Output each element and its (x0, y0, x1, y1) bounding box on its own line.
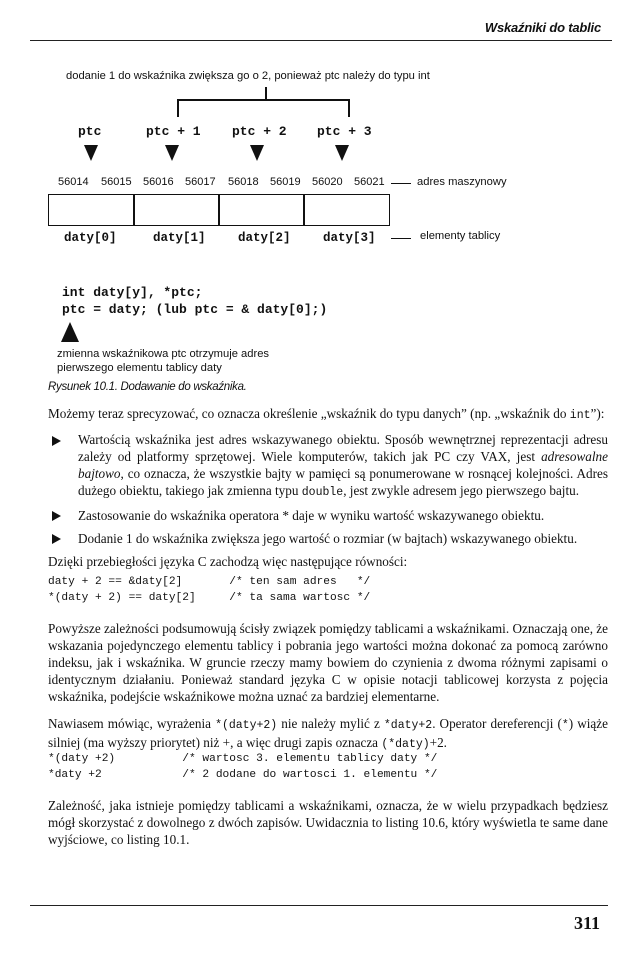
bracket-stem (265, 87, 267, 99)
element-label: daty[2] (238, 231, 291, 245)
paragraph-text: Nawiasem mówiąc, wyrażenia (48, 716, 216, 731)
pointer-label: ptc + 3 (317, 124, 372, 139)
inline-code: *(daty+2) (215, 719, 278, 732)
inline-code: double (301, 486, 344, 499)
bullet-item: Zastosowanie do wskaźnika operatora * daje w wyniku wartość wskazywanego obiektu. (78, 508, 545, 523)
bracket-right-leg (348, 99, 350, 117)
element-label: daty[0] (64, 231, 117, 245)
inline-code: * (561, 719, 569, 732)
pointer-label: ptc + 1 (146, 124, 201, 139)
figure-code-line: int daty[y], *ptc; (62, 285, 203, 300)
paragraph: Zależność, jaka istnieje pomiędzy tablicami a wskaźnikami, oznacza, że w wielu przypadkach będziesz mógł skorzystać z dowolnego z dwóch zapisów. Uwidacznia to listing 10.6, który wyświetla te same dane wyjściowe, co listing 10.1. (48, 798, 608, 847)
pointer-label: ptc (78, 124, 102, 139)
header-rule (30, 40, 612, 41)
element-label: daty[3] (323, 231, 376, 245)
arrow-down-icon (335, 145, 349, 161)
paragraph-text: +2. (429, 735, 447, 750)
arrow-down-icon (165, 145, 179, 161)
footer-rule (30, 905, 608, 906)
array-cell (48, 194, 135, 226)
bullet-icon (52, 436, 61, 446)
bullet-text: , jest zwykle adresem jego pierwszego bajtu. (343, 483, 580, 498)
figure-top-note: dodanie 1 do wskaźnika zwiększa go o 2, ponieważ ptc należy do typu int (66, 70, 430, 82)
paragraph-text: ) wiąże silniej (ma wyższy priorytet) niż +, a więc drugi zapis oznacza (48, 716, 608, 750)
running-header-title: Wskaźniki do tablic (484, 20, 601, 35)
arrow-note: pierwszego elementu tablicy daty (57, 362, 222, 374)
arrow-note: zmienna wskaźnikowa ptc otrzymuje adres (57, 348, 270, 360)
array-cell (133, 194, 220, 226)
bullet-item: Dodanie 1 do wskaźnika zwiększa jego wartość o rozmiar (w bajtach) wskazywanego obiektu. (78, 531, 578, 546)
bullet-text: , co oznacza, że wszystkie bajty w pamięci są ponumerowane w rosnącej kolejności. Adres dużego obiektu, takiego jak zmienna typu (78, 466, 608, 498)
bullet-icon (52, 534, 61, 544)
bullet-icon (52, 511, 61, 521)
address-value: 56021 (354, 176, 385, 188)
paragraph: Powyższe zależności podsumowują ścisły związek pomiędzy tablicami a wskaźnikami. Oznaczają one, że wskazania pojedynczego elementu tablicy i pobrania jego wartości można dokonać za pomocą zarówno indeksu, jak i wskaźnika. W gruncie rzeczy mamy bowiem do czynienia z dwoma różnymi zapisami o identycznym działaniu. Ponieważ standard języka C w opisie notacji tablicowej korzysta z pojęcia wskaźnika, podejście wskaźnikowe można uznać za bardziej elementarne. (48, 621, 608, 704)
address-note-dash (391, 183, 411, 184)
paragraph-text: Możemy teraz sprecyzować, co oznacza określenie „wskaźnik do typu danych” (np. „wskaźnik do (48, 406, 570, 421)
code-line: *daty +2 /* 2 dodane do wartosci 1. elementu */ (48, 769, 438, 781)
bullet-text: Wartością wskaźnika jest adres wskazywanego obiektu. Sposób wewnętrznej reprezentacji adresu zależy od platformy sprzętowej. Wiele komputerów, takich jak PC czy VAX, jest (78, 432, 608, 464)
inline-code: int (569, 409, 591, 422)
address-note: adres maszynowy (417, 176, 507, 188)
address-value: 56019 (270, 176, 301, 188)
figure-code-line: ptc = daty; (lub ptc = & daty[0];) (62, 302, 328, 317)
address-value: 56020 (312, 176, 343, 188)
address-value: 56018 (228, 176, 259, 188)
page-number: 311 (573, 913, 600, 933)
arrow-up-icon (61, 322, 79, 342)
element-label: daty[1] (153, 231, 206, 245)
arrow-down-icon (84, 145, 98, 161)
paragraph-text: ”): (590, 406, 605, 421)
array-cell (218, 194, 305, 226)
bracket-left-leg (177, 99, 179, 117)
address-value: 56017 (185, 176, 216, 188)
code-line: daty + 2 == &daty[2] /* ten sam adres */ (48, 576, 371, 588)
array-cell (303, 194, 390, 226)
bullet-item (78, 431, 608, 501)
inline-code: (*daty) (381, 738, 430, 751)
arrow-down-icon (250, 145, 264, 161)
pointer-label: ptc + 2 (232, 124, 287, 139)
paragraph-text: nie należy mylić z (277, 716, 384, 731)
address-value: 56016 (143, 176, 174, 188)
paragraph (48, 715, 608, 753)
elements-note: elementy tablicy (420, 230, 501, 242)
elements-note-dash (391, 238, 411, 239)
paragraph: Dzięki przebiegłości języka C zachodzą więc następujące równości: (48, 554, 408, 569)
figure-caption: Rysunek 10.1. Dodawanie do wskaźnika. (48, 381, 247, 393)
paragraph (48, 405, 608, 424)
paragraph-text: . Operator dereferencji ( (432, 716, 562, 731)
italic-term: adresowalne bajtowo (78, 449, 608, 481)
address-value: 56014 (58, 176, 89, 188)
address-value: 56015 (101, 176, 132, 188)
code-line: *(daty +2) /* wartosc 3. elementu tablicy daty */ (48, 753, 438, 765)
code-line: *(daty + 2) == daty[2] /* ta sama wartosc */ (48, 592, 371, 604)
bracket-bar (177, 99, 349, 101)
inline-code: *daty+2 (383, 719, 433, 732)
